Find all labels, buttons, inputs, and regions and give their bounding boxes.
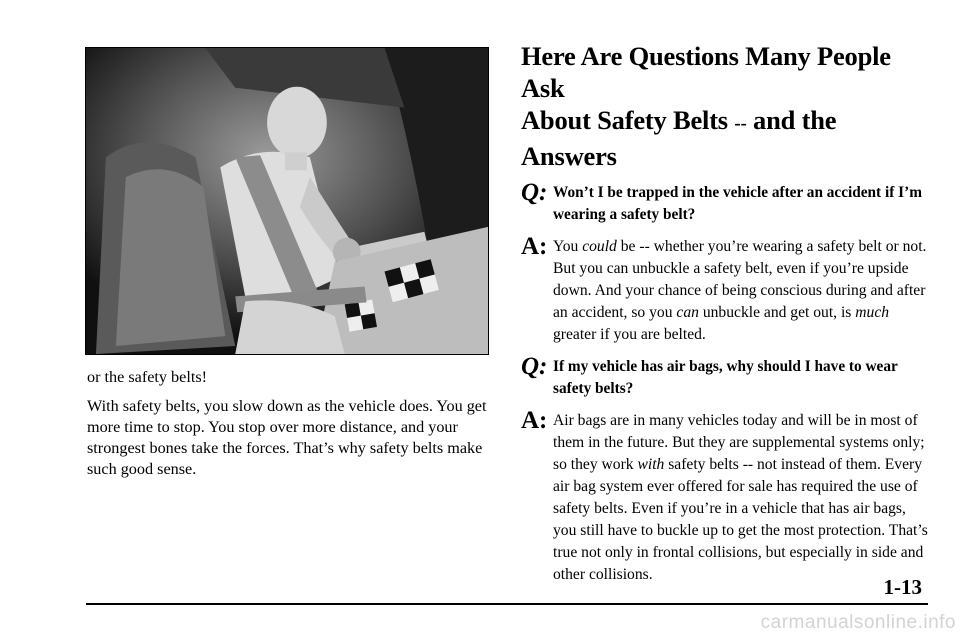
heading-line1: Here Are Questions Many People Ask [521, 41, 891, 103]
q-marker: Q: [521, 353, 548, 380]
q-marker: Q: [521, 179, 548, 206]
right-column [521, 40, 931, 596]
paragraph-continuation: or the safety belts! [87, 368, 208, 386]
answer-2-emphasis-with: with [637, 456, 665, 473]
watermark: carmanualsonline.info [760, 612, 956, 633]
heading-dash: -- [734, 113, 747, 134]
answer-1-emphasis-could: could [582, 238, 617, 255]
paragraph-safety-belts: With safety belts, you slow down as the vehicle does. You get more time to stop. You stop over more distance, and your strongest bones take the forces. That’s why safety belts make such good sense. [87, 397, 487, 478]
footer-rule [86, 603, 928, 605]
question-2-text: If my vehicle has air bags, why should I have to wear safety belts? [553, 358, 898, 397]
answer-1-span: You [553, 238, 583, 255]
left-column-text [87, 367, 492, 488]
answer-1-emphasis-can: can [676, 304, 699, 321]
a-marker: A: [521, 407, 548, 434]
heading-line2-part1: About Safety Belts [521, 105, 735, 135]
question-2 [521, 353, 931, 400]
page-number: 1-13 [883, 575, 922, 599]
answer-1-text [553, 236, 931, 346]
answer-2-span: safety belts -- not instead of them. Every air bag system ever offered for sale has required the use of safety belts. Even if you’re in a vehicle that has air bags, you still have to buckle up to get the most protection. That’s true not only in frontal collisions, but especially in side and other collisions. [553, 456, 928, 583]
answer-1-span: unbuckle and get out, is [698, 304, 856, 321]
answer-2-text [553, 410, 931, 586]
answer-1-emphasis-much: much [855, 304, 890, 321]
answer-1 [521, 233, 931, 346]
heading-line2-part2: and the Answers [521, 105, 837, 171]
answer-1-span: greater if you are belted. [553, 326, 706, 343]
answer-2 [521, 407, 931, 586]
crash-test-dummy-photo [85, 47, 489, 355]
section-heading [521, 40, 931, 172]
crash-test-photo-illustration [86, 48, 488, 354]
answer-2-span: Air bags are in many vehicles today and will be in most of them in the future. But they are supplemental systems only; so they work [553, 412, 925, 473]
a-marker: A: [521, 233, 548, 260]
question-1-text: Won’t I be trapped in the vehicle after an accident if I’m wearing a safety belt? [553, 184, 922, 223]
answer-1-span: be -- whether you’re wearing a safety belt or not. But you can unbuckle a safety belt, even if you’re upside down. And your chance of being conscious during and after an accident, so you [553, 238, 927, 321]
question-1 [521, 179, 931, 226]
